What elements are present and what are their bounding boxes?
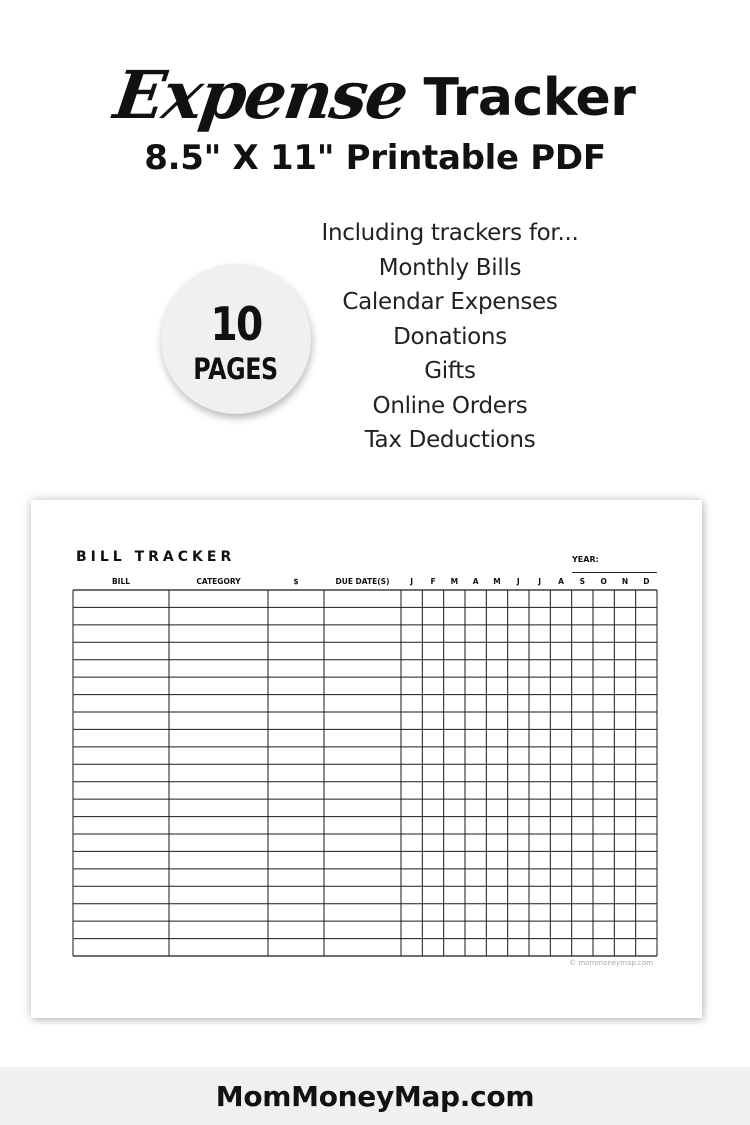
includes-item: Gifts <box>424 358 476 384</box>
year-label: YEAR: <box>572 555 599 564</box>
month-header: S <box>579 577 586 586</box>
column-header: $ <box>293 577 299 586</box>
month-header: O <box>600 577 607 586</box>
title-main-word: Tracker <box>423 68 636 128</box>
hero-title <box>0 28 750 134</box>
month-header: F <box>430 577 436 586</box>
sheet-title: BILL TRACKER <box>76 549 236 565</box>
month-header: M <box>450 577 459 586</box>
pages-badge-number: 10 <box>210 296 262 351</box>
month-header: D <box>643 577 650 586</box>
month-header: M <box>493 577 501 586</box>
includes-item: Online Orders <box>372 392 528 419</box>
bill-tracker-table <box>31 500 702 1018</box>
month-header: J <box>516 577 520 586</box>
hero-subtitle: 8.5" X 11" Printable PDF <box>144 138 606 178</box>
includes-item: Tax Deductions <box>364 427 536 453</box>
includes-item: Monthly Bills <box>378 254 522 281</box>
column-header: CATEGORY <box>196 577 241 586</box>
pages-badge-label: PAGES <box>193 351 279 386</box>
month-header: J <box>410 577 414 586</box>
sheet-copyright: © mommoneymap.com <box>569 959 653 967</box>
includes-item: Donations <box>393 323 507 350</box>
footer-bar <box>0 1067 750 1125</box>
month-header: N <box>621 577 629 586</box>
column-header: DUE DATE(S) <box>335 577 390 586</box>
includes-item: Calendar Expenses <box>342 289 558 315</box>
includes-intro: Including trackers for... <box>321 220 579 246</box>
bill-tracker-sheet-preview <box>31 500 702 1018</box>
pages-badge <box>161 264 311 414</box>
month-header: A <box>558 577 564 586</box>
includes-list <box>300 216 600 458</box>
title-script-word: Expense <box>109 56 411 134</box>
footer-site-link[interactable]: MomMoneyMap.com <box>215 1079 535 1113</box>
month-header: J <box>538 577 542 586</box>
column-header: BILL <box>111 577 131 586</box>
month-header: A <box>472 577 479 586</box>
